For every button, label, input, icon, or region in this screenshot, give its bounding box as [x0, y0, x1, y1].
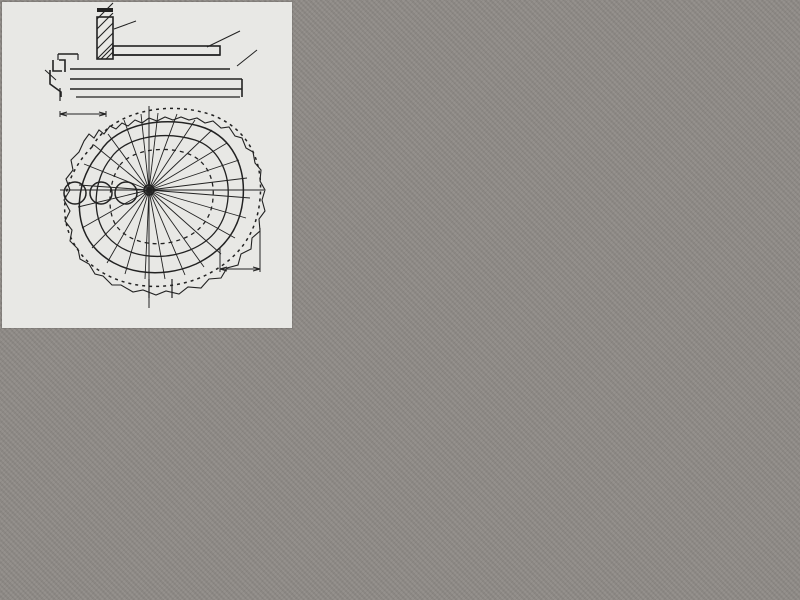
copier-diagram	[2, 2, 292, 328]
copier-mechanism-figure	[2, 2, 292, 328]
